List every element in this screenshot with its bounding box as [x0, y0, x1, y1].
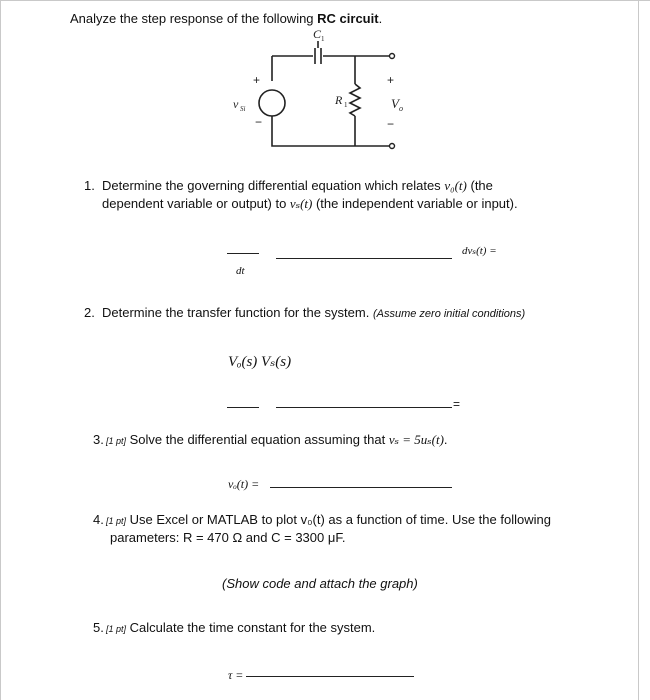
source-minus: −: [255, 115, 263, 129]
resistor-label: R: [335, 93, 343, 107]
q1-line2: [102, 196, 518, 212]
page-border-top: [0, 0, 650, 1]
capacitor-sub: 1: [321, 35, 325, 43]
output-sub: o: [399, 104, 403, 113]
q4-line2: parameters: R = 470 Ω and C = 3300 μF.: [110, 530, 346, 545]
q3-line: [106, 432, 448, 448]
source-label: v: [233, 97, 239, 111]
q4-line1: [106, 512, 551, 527]
q1-answer-line: [276, 258, 452, 259]
q2-answer-line: [276, 407, 452, 408]
q1-line2-var: vₛ(t): [289, 196, 313, 211]
q2-line: [102, 305, 525, 320]
q1-line2-a: dependent variable or output) to: [102, 196, 290, 211]
wire-bottom: [272, 116, 390, 146]
q2-text: Determine the transfer function for the system.: [102, 305, 373, 320]
page-border-right: [638, 0, 639, 700]
q3-points: [1 pt]: [106, 436, 127, 446]
resistor-sub: 1: [344, 101, 348, 109]
q1-denominator: dt: [236, 265, 245, 277]
intro-text: [70, 11, 382, 26]
q4-line1-text: Use Excel or MATLAB to plot v₀(t) as a function of time. Use the following: [126, 512, 551, 527]
q2-equals: =: [453, 397, 461, 411]
q2-variables: Vₒ(s) Vₛ(s): [228, 354, 292, 370]
q1-line1-a: Determine the governing differential equation which relates: [102, 178, 445, 193]
q5-number: 5.: [93, 620, 104, 635]
q3-answer-label: vₒ(t) =: [228, 477, 260, 491]
capacitor-label: C: [313, 27, 322, 41]
intro-suffix: .: [378, 11, 383, 26]
q1-line2-b: (the independent variable or input).: [312, 196, 518, 211]
resistor-zigzag: [350, 84, 360, 116]
q3-text-b: .: [443, 432, 448, 447]
q5-answer-line: [246, 676, 414, 677]
q2-number: 2.: [84, 305, 95, 320]
q5-text: Calculate the time constant for the system.: [126, 620, 376, 635]
q3-answer-line: [270, 487, 452, 488]
q2-note: (Assume zero initial conditions): [372, 308, 526, 320]
source-plus: +: [253, 73, 261, 87]
rc-circuit-diagram: [215, 26, 415, 156]
q3-number: 3.: [93, 432, 104, 447]
q1-line1: [102, 178, 493, 194]
output-terminal-top: [390, 54, 395, 59]
q1-line1-var: v₀(t): [444, 178, 467, 193]
q4-points: [1 pt]: [106, 516, 127, 526]
q1-number: 1.: [84, 178, 95, 193]
q4-number: 4.: [93, 512, 104, 527]
q3-text-var: vₛ = 5uₛ(t): [388, 432, 444, 447]
source-sub: Si: [240, 105, 246, 113]
q1-line1-b: (the: [466, 178, 493, 193]
q2-fraction-bar: [227, 407, 259, 408]
output-minus: −: [387, 117, 395, 131]
output-label: V: [391, 96, 399, 111]
q5-answer-label: τ =: [228, 668, 244, 682]
q5-points: [1 pt]: [106, 624, 127, 634]
q3-text-a: Solve the differential equation assuming that: [126, 432, 389, 447]
voltage-source: [259, 90, 285, 116]
q5-line: [106, 620, 375, 635]
intro-bold: RC circuit: [317, 11, 379, 26]
intro-prefix: Analyze the step response of the following: [70, 11, 318, 26]
output-plus: +: [387, 73, 395, 87]
q4-show-note: (Show code and attach the graph): [222, 576, 418, 591]
page-border-left: [0, 0, 1, 700]
q1-rhs: dvₛ(t) =: [462, 245, 497, 257]
output-terminal-bottom: [390, 144, 395, 149]
q1-fraction-bar: [227, 253, 259, 254]
